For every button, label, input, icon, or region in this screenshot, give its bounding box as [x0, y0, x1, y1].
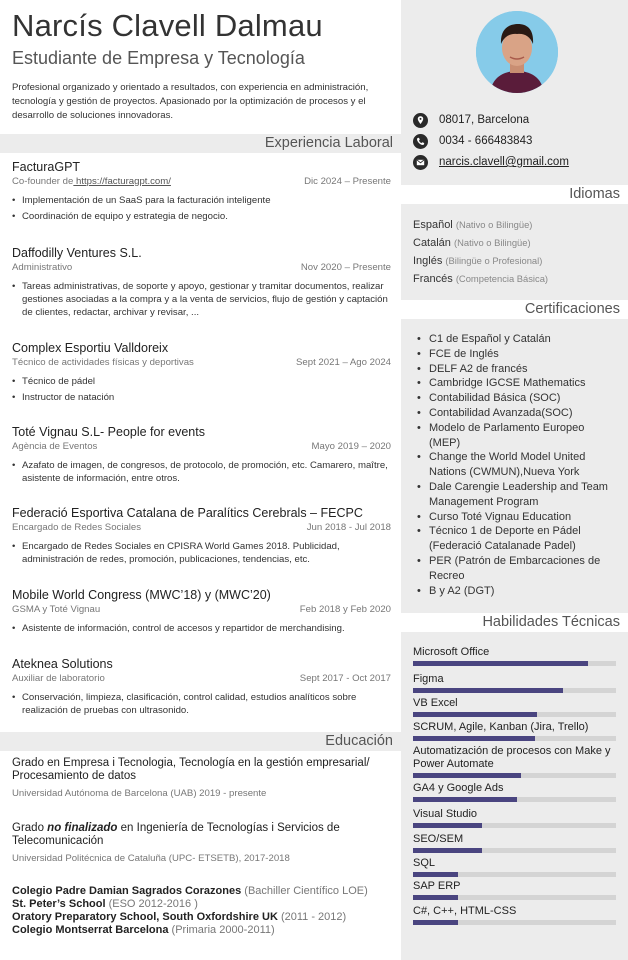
- job-role: Técnico de actividades físicas y deportivas: [12, 357, 194, 368]
- skill-bar-fill: [413, 872, 458, 877]
- job-date: Dic 2024 – Presente: [304, 176, 391, 187]
- job-bullet: • Conservación, limpieza, clasificación, control calidad, estudios analíticos sobre realización de pruebas con ultrasonido.: [12, 691, 391, 717]
- job-role: GSMA y Toté Vignau: [12, 604, 101, 615]
- job-bullet: • Asistente de información, control de accesos y repartidor de merchandising.: [12, 622, 391, 635]
- skills-section-title: Habilidades Técnicas: [482, 614, 620, 630]
- school-item: Oratory Preparatory School, South Oxfordshire UK (2011 - 2012): [12, 911, 347, 923]
- certification-item: • PER (Patrón de Embarcaciones de Recreo: [417, 554, 617, 584]
- school-item: Colegio Montserrat Barcelona (Primaria 2000-2011): [12, 924, 275, 936]
- job-date: Jun 2018 - Jul 2018: [306, 522, 391, 533]
- skill-name: Automatización de procesos con Make y Power Automate: [413, 745, 611, 770]
- job-company: Complex Esportiu Valldoreix: [12, 341, 169, 355]
- skill-bar: [413, 895, 616, 900]
- education-section-header: [0, 732, 401, 751]
- skill-name: Microsoft Office: [413, 646, 490, 658]
- job-entry: [12, 245, 391, 322]
- job-company: Toté Vignau S.L- People for events: [12, 425, 205, 439]
- avatar-illustration: [476, 11, 558, 93]
- skill-name: VB Excel: [413, 697, 458, 709]
- job-bullet: • Coordinación de equipo y estrategia de negocio.: [12, 210, 391, 223]
- skill-item: [413, 833, 616, 853]
- experience-section-title: Experiencia Laboral: [264, 135, 393, 151]
- person-name: Narcís Clavell Dalmau: [12, 8, 323, 43]
- certification-item: • C1 de Español y Catalán: [417, 332, 617, 347]
- skill-item: [413, 782, 616, 802]
- skill-item: [413, 697, 616, 717]
- certification-item: • Contabilidad Avanzada(SOC): [417, 406, 617, 421]
- job-entry: [12, 587, 391, 638]
- email-link[interactable]: narcis.clavell@gmail.com: [439, 156, 569, 168]
- skill-bar-fill: [413, 848, 482, 853]
- skill-name: SCRUM, Agile, Kanban (Jira, Trello): [413, 721, 589, 733]
- profile-photo: [476, 11, 558, 93]
- mail-icon: [413, 155, 428, 170]
- job-company: Daffodilly Ventures S.L.: [12, 246, 142, 260]
- skill-bar-fill: [413, 712, 537, 717]
- job-date: Sept 2021 – Ago 2024: [296, 357, 391, 368]
- phone-text: 0034 - 666483843: [439, 135, 533, 147]
- experience-section-header: [0, 134, 401, 153]
- skill-bar-fill: [413, 797, 517, 802]
- skill-bar: [413, 661, 616, 666]
- languages-section-title: Idiomas: [569, 186, 620, 202]
- skill-item: [413, 646, 616, 666]
- skill-name: C#, C++, HTML-CSS: [413, 905, 517, 917]
- certifications-list: [417, 332, 617, 598]
- education-entry: [12, 822, 391, 864]
- skill-item: [413, 745, 616, 778]
- degree-institution: Universidad Autónoma de Barcelona (UAB) 2019 - presente: [12, 788, 267, 799]
- certifications-section-title: Certificaciones: [524, 301, 620, 317]
- job-entry: [12, 424, 391, 488]
- location-text: 08017, Barcelona: [439, 114, 530, 126]
- degree-title: Grado en Empresa i Tecnologia, Tecnología en la gestión empresarial/ Procesamiento de datos: [12, 757, 370, 782]
- certification-item: • Dale Carengie Leadership and Team Management Program: [417, 480, 617, 510]
- sidebar: [401, 0, 628, 960]
- job-bullet: • Técnico de pádel: [12, 375, 391, 388]
- job-entry: [12, 505, 391, 569]
- education-entry: [12, 757, 391, 799]
- job-bullet: • Encargado de Redes Sociales en CPISRA World Games 2018. Publicidad, administración de redes, promoción, publicaciones, tendencias, etc.: [12, 540, 391, 566]
- profile-summary: Profesional organizado y orientado a resultados, con experiencia en administración, tecnología y gestión de proyectos. Apasionado por la optimización de procesos y el desarrollo de soluciones innovadoras.: [12, 82, 369, 121]
- skill-bar: [413, 773, 616, 778]
- skill-bar: [413, 712, 616, 717]
- job-role: Encargado de Redes Sociales: [12, 522, 142, 533]
- skill-bar-fill: [413, 920, 458, 925]
- certification-item: • Contabilidad Básica (SOC): [417, 391, 617, 406]
- schools-list: [12, 885, 391, 937]
- language-item: Inglés (Bilingüe o Profesional): [413, 255, 543, 267]
- school-item: St. Peter’s School (ESO 2012-2016 ): [12, 898, 198, 910]
- education-section-title: Educación: [325, 733, 393, 749]
- job-company: Mobile World Congress (MWC’18) y (MWC’20): [12, 588, 271, 602]
- skills-section-header: [401, 613, 628, 632]
- company-website-link[interactable]: https://facturagpt.com/: [73, 176, 171, 187]
- language-item: Español (Nativo o Bilingüe): [413, 219, 533, 231]
- skill-bar-fill: [413, 736, 535, 741]
- job-entry: [12, 340, 391, 407]
- job-entry: [12, 159, 391, 226]
- skill-bar: [413, 688, 616, 693]
- certification-item: • Change the World Model United Nations (CWMUN),Nueva York: [417, 450, 617, 480]
- contact-location: [413, 113, 623, 129]
- skill-bar: [413, 872, 616, 877]
- job-company: FacturaGPT: [12, 160, 81, 174]
- degree-title: Grado no finalizado en Ingeniería de Tecnologías i Servicios de Telecomunicación: [12, 822, 340, 847]
- skill-name: GA4 y Google Ads: [413, 782, 504, 794]
- job-entry: [12, 656, 391, 720]
- job-subtitle: Estudiante de Empresa y Tecnología: [12, 48, 305, 68]
- certification-item: • Curso Toté Vignau Education: [417, 510, 617, 525]
- skill-item: [413, 808, 616, 828]
- job-role: Administrativo: [12, 262, 73, 273]
- languages-section-header: [401, 185, 628, 204]
- skill-bar: [413, 848, 616, 853]
- skill-name: SEO/SEM: [413, 833, 464, 845]
- skill-name: Figma: [413, 673, 444, 685]
- skill-item: [413, 857, 616, 877]
- phone-icon: [413, 134, 428, 149]
- location-pin-icon: [413, 113, 428, 128]
- skill-bar: [413, 736, 616, 741]
- contact-phone: [413, 134, 623, 150]
- skill-bar: [413, 823, 616, 828]
- contact-email[interactable]: [413, 155, 623, 171]
- skill-bar: [413, 797, 616, 802]
- job-company: Federació Esportiva Catalana de Paralítics Cerebrals – FECPC: [12, 506, 363, 520]
- job-company: Ateknea Solutions: [12, 657, 113, 671]
- job-bullet: • Tareas administrativas, de soporte y apoyo, gestionar y tramitar documentos, realizar gestiones asociadas a la compra y a la venta de servicios, flujo de gestión y captación de clientes, redactar, archivar y revisar, ...: [12, 280, 391, 319]
- skill-bar-fill: [413, 895, 458, 900]
- job-role: Auxiliar de laboratorio: [12, 673, 105, 684]
- skill-bar-fill: [413, 823, 482, 828]
- skill-name: SAP ERP: [413, 880, 461, 892]
- certification-item: • Cambridge IGCSE Mathematics: [417, 376, 617, 391]
- skill-item: [413, 880, 616, 900]
- certification-item: • FCE de Inglés: [417, 347, 617, 362]
- certifications-section-header: [401, 300, 628, 319]
- skill-item: [413, 905, 616, 925]
- certification-item: • Técnico 1 de Deporte en Pádel (Federació Catalanade Padel): [417, 524, 617, 554]
- job-bullet: • Instructor de natación: [12, 391, 391, 404]
- certification-item: • DELF A2 de francés: [417, 362, 617, 377]
- job-role: Agència de Eventos: [12, 441, 98, 452]
- skill-bar: [413, 920, 616, 925]
- job-bullet: • Azafato de imagen, de congresos, de protocolo, de promoción, etc. Camarero, maître, asistente de información, entre otros.: [12, 459, 391, 485]
- certification-item: • B y A2 (DGT): [417, 584, 617, 599]
- job-date: Mayo 2019 – 2020: [311, 441, 391, 452]
- job-date: Feb 2018 y Feb 2020: [299, 604, 391, 615]
- skill-item: [413, 721, 616, 741]
- skill-item: [413, 673, 616, 693]
- job-bullet: • Implementación de un SaaS para la facturación inteligente: [12, 194, 391, 207]
- skill-bar-fill: [413, 688, 563, 693]
- skill-bar-fill: [413, 661, 588, 666]
- skill-name: SQL: [413, 857, 436, 869]
- job-date: Sept 2017 - Oct 2017: [299, 673, 391, 684]
- language-item: Catalán (Nativo o Bilingüe): [413, 237, 531, 249]
- school-item: Colegio Padre Damian Sagrados Corazones (Bachiller Científico LOE): [12, 885, 368, 897]
- certification-item: • Modelo de Parlamento Europeo (MEP): [417, 421, 617, 451]
- skill-bar-fill: [413, 773, 521, 778]
- skill-name: Visual Studio: [413, 808, 478, 820]
- job-role: Co-founder de https://facturagpt.com/: [12, 176, 171, 187]
- job-date: Nov 2020 – Presente: [300, 262, 391, 273]
- degree-institution: Universidad Politécnica de Cataluña (UPC- ETSETB), 2017-2018: [12, 853, 290, 864]
- language-item: Francés (Competencia Básica): [413, 273, 549, 285]
